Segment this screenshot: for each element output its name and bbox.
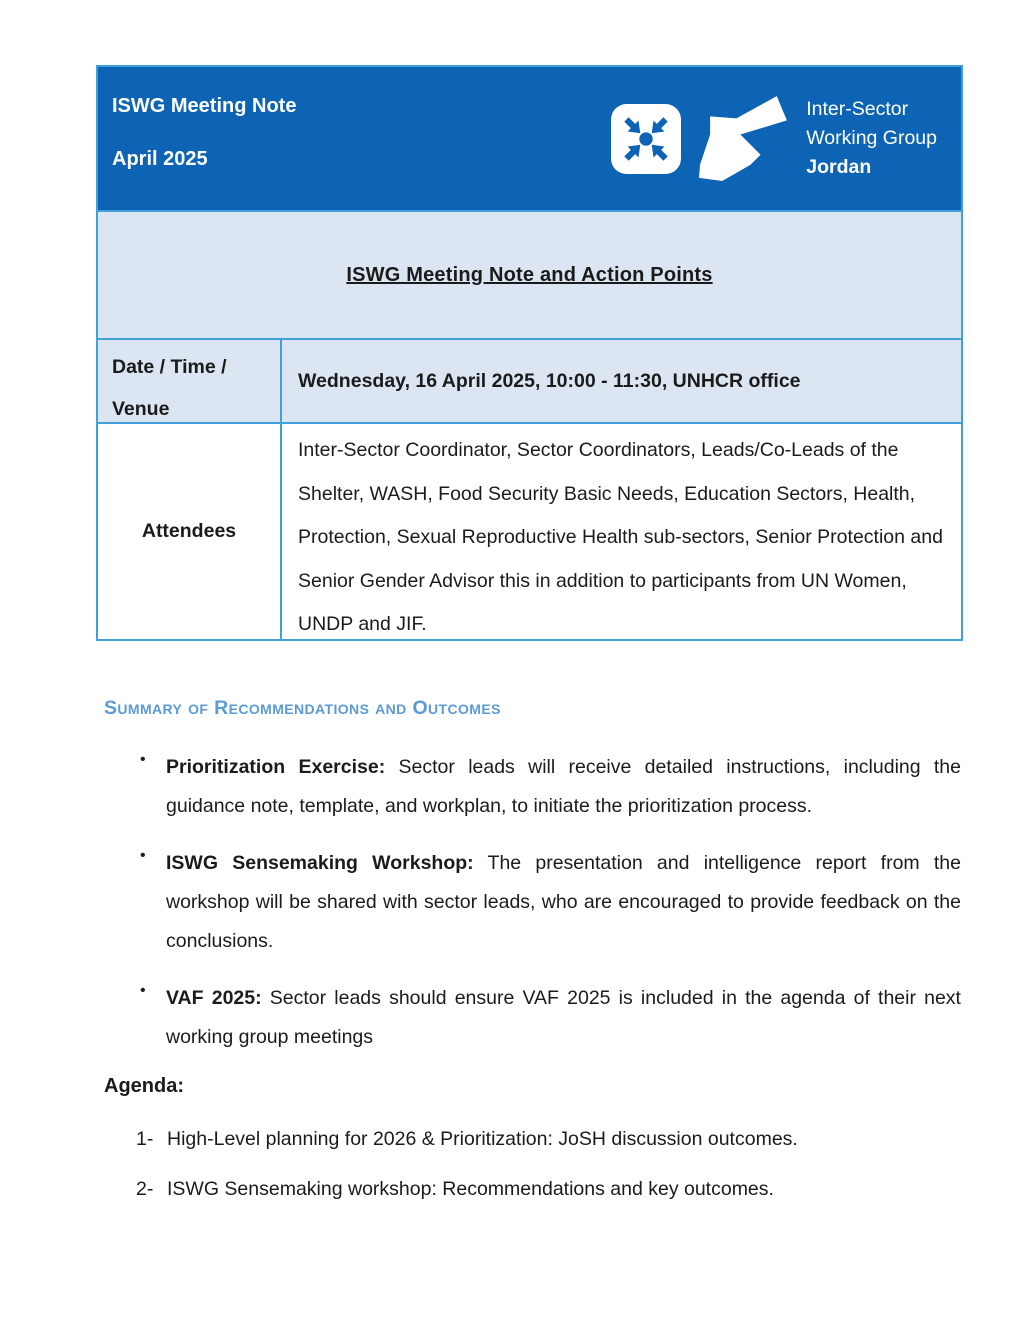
attendees-label: Attendees (98, 424, 282, 639)
agenda-item-number: 2- (136, 1178, 154, 1201)
bullet-text (166, 748, 963, 826)
org-name-line1: Inter-Sector (806, 98, 909, 120)
header-titles (98, 67, 296, 210)
bullet-body: Sector leads should ensure VAF 2025 is included in the agenda of their next working group meetings (166, 987, 961, 1048)
bullet-text (166, 979, 963, 1057)
list-item (140, 844, 963, 961)
iswg-jordan-logo (610, 67, 961, 210)
bullet-icon: • (140, 751, 146, 768)
table-row-attendees (98, 422, 961, 639)
org-name (806, 95, 937, 182)
document-header-band (98, 67, 961, 210)
agenda-item-text: High-Level planning for 2026 & Prioritization: JoSH discussion outcomes. (167, 1128, 798, 1150)
summary-bullet-list (140, 748, 963, 1057)
doc-title: ISWG Meeting Note (112, 95, 297, 117)
list-item (136, 1176, 963, 1203)
agenda-item-number: 1- (136, 1128, 154, 1150)
bullet-body: The presentation and intelligence report from the workshop will be shared with sector leads, who are encouraged to provide feedback on the conclusions. (166, 852, 961, 952)
agenda-list (136, 1126, 963, 1204)
table-title-row (98, 210, 961, 338)
document-page (96, 65, 963, 1227)
agenda-item-text: ISWG Sensemaking workshop: Recommendations and key outcomes. (167, 1178, 774, 1201)
bullet-text (166, 844, 963, 961)
doc-month: April 2025 (112, 148, 208, 170)
list-item (140, 979, 963, 1057)
bullet-icon: • (140, 982, 146, 999)
summary-section-heading: Summary of Recommendations and Outcomes (104, 697, 501, 719)
list-item (140, 748, 963, 826)
jordan-map-icon (698, 94, 790, 184)
bullet-lead: Prioritization Exercise: (166, 756, 386, 778)
bullet-lead: VAF 2025: (166, 987, 262, 1009)
table-row-date-time-venue (98, 338, 961, 422)
date-time-venue-value: Wednesday, 16 April 2025, 10:00 - 11:30, UNHCR office (298, 369, 801, 392)
org-name-line3: Jordan (806, 156, 872, 178)
date-time-venue-label: Date / Time / Venue (98, 340, 282, 422)
agenda-heading: Agenda: (104, 1075, 184, 1097)
coordination-arrows-icon (610, 103, 682, 175)
bullet-lead: ISWG Sensemaking Workshop: (166, 852, 474, 874)
bullet-icon: • (140, 847, 146, 864)
table-title: ISWG Meeting Note and Action Points (346, 263, 713, 286)
meeting-note-table (96, 65, 963, 641)
org-name-line2: Working Group (806, 127, 937, 149)
bullet-body: Sector leads will receive detailed instructions, including the guidance note, template, and workplan, to initiate the prioritization process. (166, 756, 961, 817)
attendees-value: Inter-Sector Coordinator, Sector Coordinators, Leads/Co-Leads of the Shelter, WASH, Food Security Basic Needs, Education Sectors, Health, Protection, Sexual Reproductive Health sub-sectors, Senior Protection and Senior Gender Advisor this in addition to participants from UN Women, UNDP and JIF. (298, 439, 943, 635)
list-item (136, 1126, 963, 1153)
